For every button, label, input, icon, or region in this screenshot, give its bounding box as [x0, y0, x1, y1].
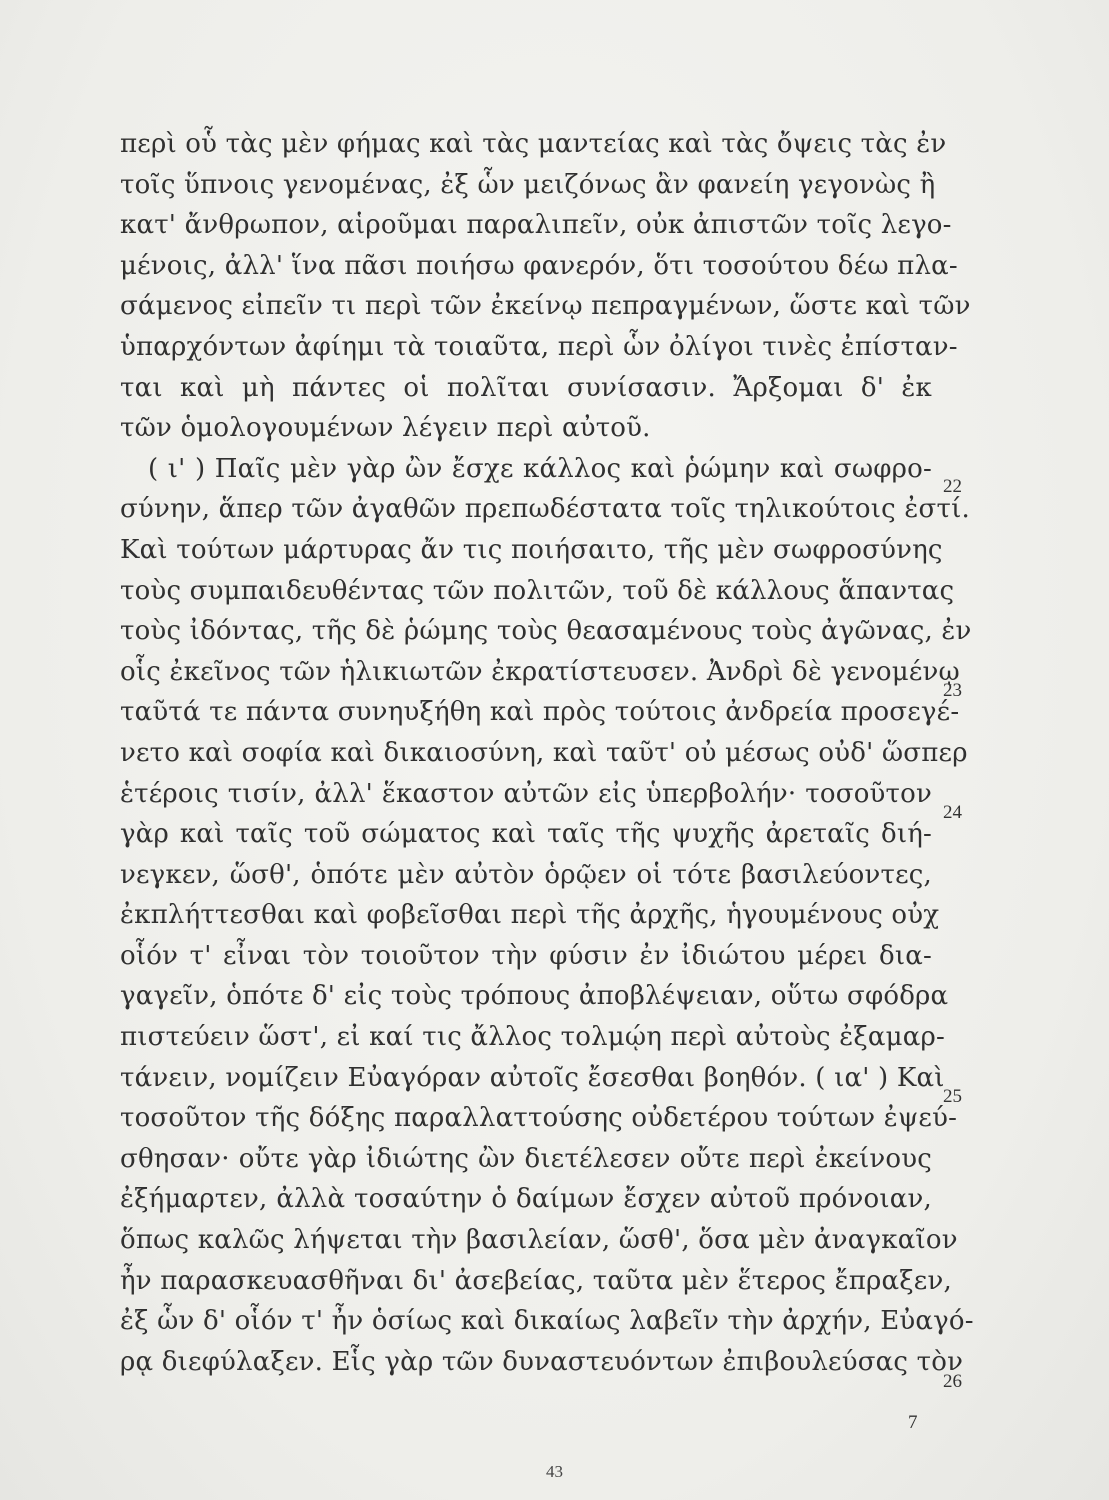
text-line: νεγκεν, ὥσθ', ὁπότε μὲν αὐτὸν ὁρῷεν οἱ τότε βασιλεύοντες, [120, 859, 932, 890]
text-line: περὶ οὗ τὰς μὲν φήμας καὶ τὰς μαντείας καὶ τὰς ὄψεις τὰς ἐν [120, 129, 947, 159]
text-line: οἷόν τ' εἶναι τὸν τοιοῦτον τὴν φύσιν ἐν ἰδιώτου μέρει δια- [120, 940, 932, 971]
text-line: οἷς ἐκεῖνος τῶν ἡλικιωτῶν ἐκρατίστευσεν. Ἀνδρὶ δὲ γενομένῳ [120, 656, 960, 687]
margin-section-number: 25 [943, 1086, 962, 1107]
margin-section-number: 22 [943, 476, 962, 497]
text-line: σύνην, ἅπερ τῶν ἀγαθῶν πρεπωδέστατα τοῖς τηλικούτοις ἐστί. [120, 494, 970, 525]
text-line: τοὺς ἰδόντας, τῆς δὲ ῥώμης τοὺς θεασαμένους τοὺς ἀγῶνας, ἐν [120, 616, 972, 647]
text-line: σθησαν· οὔτε γὰρ ἰδιώτης ὢν διετέλεσεν οὔτε περὶ ἐκείνους [120, 1143, 932, 1174]
text-line: ὅπως καλῶς λήψεται τὴν βασιλείαν, ὥσθ', ὅσα μὲν ἀναγκαῖον [120, 1225, 958, 1256]
text-line: τοὺς συμπαιδευθέντας τῶν πολιτῶν, τοῦ δὲ κάλλους ἅπαντας [120, 575, 955, 606]
text-line: γὰρ καὶ ταῖς τοῦ σώματος καὶ ταῖς τῆς ψυχῆς ἀρεταῖς διή- [120, 819, 932, 850]
text-line: ταῦτά τε πάντα συνηυξήθη καὶ πρὸς τούτοις ἀνδρεία προσεγέ- [120, 697, 960, 728]
text-line: τοσοῦτον τῆς δόξης παραλλαττούσης οὐδετέρου τούτων ἐψεύ- [120, 1103, 958, 1134]
text-line: ἑτέροις τισίν, ἀλλ' ἕκαστον αὐτῶν εἰς ὑπερβολήν· τοσοῦτον [120, 778, 932, 809]
text-line: ἦν παρασκευασθῆναι δι' ἀσεβείας, ταῦτα μὲν ἕτερος ἔπραξεν, [120, 1265, 952, 1296]
page-number: 43 [546, 1462, 563, 1481]
text-line: ἐξ ὧν δ' οἷόν τ' ἦν ὁσίως καὶ δικαίως λαβεῖν τὴν ἀρχήν, Εὐαγό- [120, 1306, 974, 1337]
text-line: κατ' ἄνθρωπον, αἱροῦμαι παραλιπεῖν, οὐκ ἀπιστῶν τοῖς λεγο- [120, 210, 952, 241]
margin-section-number: 24 [943, 802, 962, 823]
margin-section-number: 26 [943, 1371, 962, 1392]
text-line: ἐξήμαρτεν, ἀλλὰ τοσαύτην ὁ δαίμων ἔσχεν αὐτοῦ πρόνοιαν, [120, 1184, 932, 1215]
margin-section-number: 23 [943, 680, 962, 701]
text-line: ρᾳ διεφύλαξεν. Εἷς γὰρ τῶν δυναστευόντων ἐπιβουλεύσας τὸν [120, 1346, 964, 1377]
text-line: γαγεῖν, ὁπότε δ' εἰς τοὺς τρόπους ἀποβλέψειαν, οὕτω σφόδρα [120, 981, 949, 1012]
text-line: πιστεύειν ὥστ', εἰ καί τις ἄλλος τολμῴη περὶ αὐτοὺς ἐξαμαρ- [120, 1022, 945, 1053]
text-line: ται καὶ μὴ πάντες οἱ πολῖται συνίσασιν. Ἄρξομαι δ' ἐκ [120, 372, 932, 403]
text-line: μένοις, ἀλλ' ἵνα πᾶσι ποιήσω φανερόν, ὅτι τοσούτου δέω πλα- [120, 250, 958, 281]
text-line: σάμενος εἰπεῖν τι περὶ τῶν ἐκείνῳ πεπραγμένων, ὥστε καὶ τῶν [120, 291, 971, 322]
text-line: τοῖς ὕπνοις γενομένας, ἐξ ὧν μειζόνως ἂν φανείη γεγονὼς ἢ [120, 169, 936, 200]
text-line: Καὶ τούτων μάρτυρας ἄν τις ποιήσαιτο, τῆς μὲν σωφροσύνης [120, 534, 943, 565]
text-line-section-start: ( ι' ) Παῖς μὲν γὰρ ὢν ἔσχε κάλλος καὶ ῥώμην καὶ σωφρο- [148, 453, 932, 484]
text-line: τῶν ὁμολογουμένων λέγειν περὶ αὐτοῦ. [120, 413, 651, 444]
text-line: ὑπαρχόντων ἀφίημι τὰ τοιαῦτα, περὶ ὧν ὀλίγοι τινὲς ἐπίσταν- [120, 331, 958, 362]
text-line: τάνειν, νομίζειν Εὐαγόραν αὐτοῖς ἔσεσθαι βοηθόν. ( ια' ) Καὶ [120, 1062, 945, 1093]
text-line: ἐκπλήττεσθαι καὶ φοβεῖσθαι περὶ τῆς ἀρχῆς, ἡγουμένους οὐχ [120, 900, 940, 931]
signature-mark: 7 [908, 1412, 918, 1433]
text-line: νετο καὶ σοφία καὶ δικαιοσύνη, καὶ ταῦτ' οὐ μέσως οὐδ' ὥσπερ [120, 737, 968, 768]
